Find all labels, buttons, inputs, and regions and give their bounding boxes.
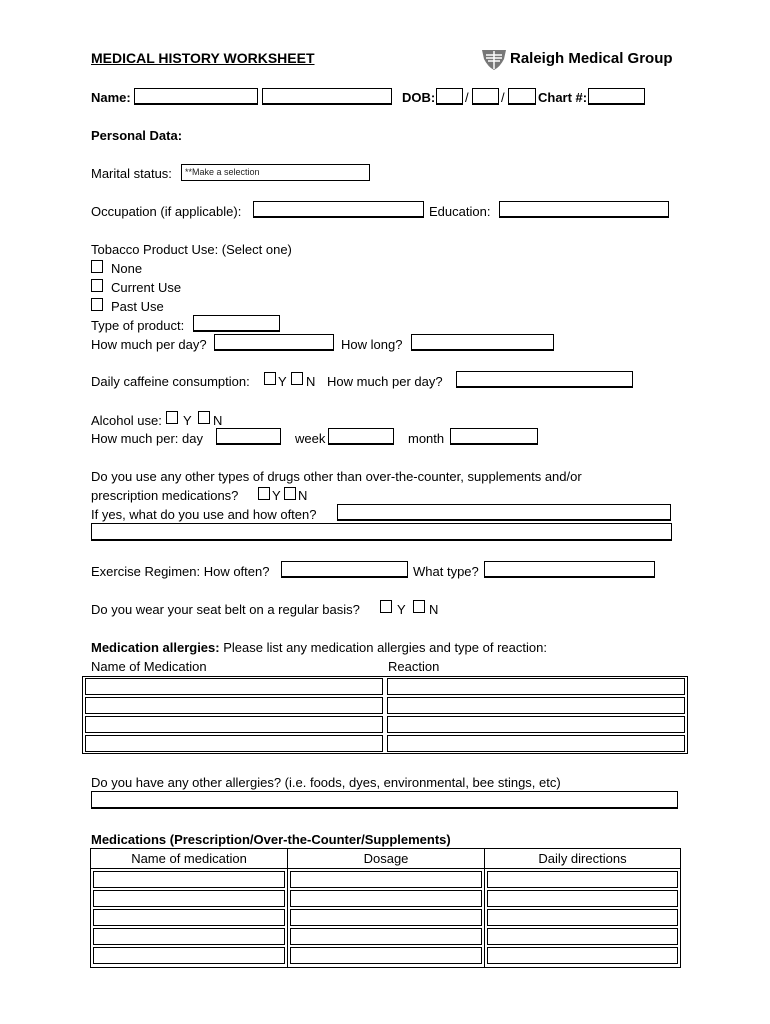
product-type-field[interactable] <box>193 315 280 332</box>
medication-dosage-cell[interactable] <box>290 890 482 907</box>
exercise-label: Exercise Regimen: How often? <box>91 564 270 579</box>
caffeine-per-day-field[interactable] <box>456 371 633 388</box>
alcohol-yes-checkbox[interactable] <box>166 411 178 424</box>
medication-dosage-cell[interactable] <box>290 928 482 945</box>
header-divider <box>91 868 680 869</box>
medication-directions-cell[interactable] <box>487 871 678 888</box>
education-field[interactable] <box>499 201 669 218</box>
column-divider <box>484 849 485 967</box>
name-label: Name: <box>91 90 131 105</box>
drugs-yes-label: Y <box>272 488 281 503</box>
marital-status-label: Marital status: <box>91 166 172 181</box>
alcohol-yes-label: Y <box>183 413 192 428</box>
exercise-type-field[interactable] <box>484 561 655 578</box>
occupation-field[interactable] <box>253 201 424 218</box>
shield-logo-icon <box>480 47 508 71</box>
drugs-question-line2: prescription medications? <box>91 488 239 503</box>
alcohol-per-label: How much per: day <box>91 431 203 446</box>
other-allergies-question: Do you have any other allergies? (i.e. foods, dyes, environmental, bee stings, etc) <box>91 775 561 790</box>
tobacco-question: Tobacco Product Use: (Select one) <box>91 242 292 257</box>
caffeine-no-checkbox[interactable] <box>291 372 303 385</box>
dob-year-field[interactable] <box>508 88 536 105</box>
col-name-header: Name of medication <box>131 851 247 866</box>
alcohol-week-label: week <box>295 431 326 446</box>
medication-name-cell[interactable] <box>93 871 285 888</box>
last-name-field[interactable] <box>134 88 258 105</box>
dob-month-field[interactable] <box>436 88 463 105</box>
med-allergies-heading <box>91 640 547 655</box>
other-allergies-field[interactable] <box>91 791 678 809</box>
tobacco-past-checkbox[interactable] <box>91 298 103 311</box>
seatbelt-no-checkbox[interactable] <box>413 600 425 613</box>
med-allergies-heading-text: Please list any medication allergies and type of reaction: <box>219 640 547 655</box>
caffeine-per-day-label: How much per day? <box>327 374 443 389</box>
allergy-reaction-cell[interactable] <box>387 735 685 752</box>
page-title: MEDICAL HISTORY WORKSHEET <box>91 50 315 66</box>
medication-directions-cell[interactable] <box>487 909 678 926</box>
tobacco-per-day-field[interactable] <box>214 334 334 351</box>
drugs-no-checkbox[interactable] <box>284 487 296 500</box>
chart-number-field[interactable] <box>588 88 645 105</box>
seatbelt-question: Do you wear your seat belt on a regular basis? <box>91 602 360 617</box>
org-name: Raleigh Medical Group <box>510 50 673 67</box>
caffeine-yes-label: Y <box>278 374 287 389</box>
alcohol-no-checkbox[interactable] <box>198 411 210 424</box>
occupation-label: Occupation (if applicable): <box>91 204 242 219</box>
dob-day-field[interactable] <box>472 88 499 105</box>
medication-directions-cell[interactable] <box>487 928 678 945</box>
allergy-medication-cell[interactable] <box>85 697 383 714</box>
col-reaction-header: Reaction <box>388 659 440 674</box>
alcohol-no-label: N <box>213 413 223 428</box>
drugs-detail-field[interactable] <box>337 504 671 521</box>
drugs-no-label: N <box>298 488 308 503</box>
medication-name-cell[interactable] <box>93 947 285 964</box>
dob-separator: / <box>501 90 505 105</box>
seatbelt-yes-label: Y <box>397 602 406 617</box>
alcohol-label: Alcohol use: <box>91 413 162 428</box>
seatbelt-no-label: N <box>429 602 439 617</box>
seatbelt-yes-checkbox[interactable] <box>380 600 392 613</box>
allergy-reaction-cell[interactable] <box>387 697 685 714</box>
col-dosage-header: Dosage <box>363 851 409 866</box>
dob-separator: / <box>465 90 469 105</box>
drugs-detail-label: If yes, what do you use and how often? <box>91 507 317 522</box>
med-allergies-table <box>82 676 688 754</box>
first-name-field[interactable] <box>262 88 392 105</box>
col-directions-header: Daily directions <box>538 851 627 866</box>
drugs-question-line1: Do you use any other types of drugs other than over-the-counter, supplements and/or <box>91 469 582 484</box>
product-type-label: Type of product: <box>91 318 185 333</box>
allergy-reaction-cell[interactable] <box>387 716 685 733</box>
alcohol-day-field[interactable] <box>216 428 281 445</box>
med-allergies-heading-bold: Medication allergies: <box>91 640 220 655</box>
caffeine-yes-checkbox[interactable] <box>264 372 276 385</box>
tobacco-current-checkbox[interactable] <box>91 279 103 292</box>
how-long-field[interactable] <box>411 334 554 351</box>
tobacco-past-label: Past Use <box>111 299 164 314</box>
allergy-medication-cell[interactable] <box>85 716 383 733</box>
medication-dosage-cell[interactable] <box>290 871 482 888</box>
alcohol-month-field[interactable] <box>450 428 538 445</box>
tobacco-none-checkbox[interactable] <box>91 260 103 273</box>
allergy-medication-cell[interactable] <box>85 678 383 695</box>
how-long-label: How long? <box>341 337 403 352</box>
medications-heading: Medications (Prescription/Over-the-Counter/Supplements) <box>91 832 451 847</box>
dob-label: DOB: <box>402 90 436 105</box>
alcohol-month-label: month <box>408 431 445 446</box>
allergy-reaction-cell[interactable] <box>387 678 685 695</box>
tobacco-none-label: None <box>111 261 143 276</box>
personal-data-heading: Personal Data: <box>91 128 183 143</box>
medication-directions-cell[interactable] <box>487 947 678 964</box>
exercise-type-label: What type? <box>413 564 479 579</box>
caffeine-label: Daily caffeine consumption: <box>91 374 250 389</box>
chart-label: Chart #: <box>538 90 588 105</box>
tobacco-current-label: Current Use <box>111 280 182 295</box>
alcohol-week-field[interactable] <box>328 428 394 445</box>
medication-dosage-cell[interactable] <box>290 947 482 964</box>
medication-directions-cell[interactable] <box>487 890 678 907</box>
allergy-medication-cell[interactable] <box>85 735 383 752</box>
drugs-detail-field-line2[interactable] <box>91 523 672 541</box>
column-divider <box>287 849 288 967</box>
education-label: Education: <box>429 204 491 219</box>
drugs-yes-checkbox[interactable] <box>258 487 270 500</box>
medication-name-cell[interactable] <box>93 890 285 907</box>
col-medication-header: Name of Medication <box>91 659 207 674</box>
marital-status-select[interactable]: **Make a selection <box>181 164 370 181</box>
medication-dosage-cell[interactable] <box>290 909 482 926</box>
medications-table <box>90 848 681 968</box>
exercise-frequency-field[interactable] <box>281 561 408 578</box>
medication-name-cell[interactable] <box>93 909 285 926</box>
medication-name-cell[interactable] <box>93 928 285 945</box>
caffeine-no-label: N <box>306 374 316 389</box>
tobacco-per-day-label: How much per day? <box>91 337 207 352</box>
